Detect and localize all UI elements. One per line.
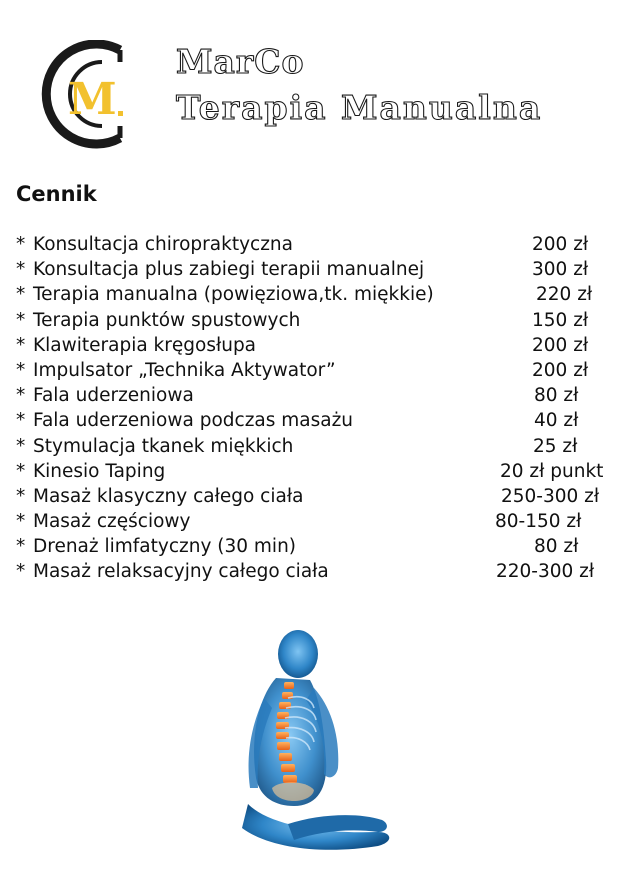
service-name: Fala uderzeniowa podczas masażu xyxy=(33,410,354,432)
price-item xyxy=(16,308,616,333)
service-name: Klawiterapia kręgosłupa xyxy=(33,334,257,356)
bullet-star: * xyxy=(16,234,26,255)
brand-name-line1: MarCo xyxy=(176,42,305,81)
price-item xyxy=(16,509,616,534)
bullet-star: * xyxy=(16,485,26,507)
brand-name xyxy=(176,40,542,132)
price-item xyxy=(16,484,616,509)
service-name: Terapia punktów spustowych xyxy=(33,309,301,331)
price-item xyxy=(16,434,616,459)
bullet-star: * xyxy=(16,259,26,281)
service-price: 25 zł xyxy=(533,435,578,457)
service-price: 80-150 zł xyxy=(495,511,582,533)
bullet-star: * xyxy=(16,385,26,407)
service-name: Konsultacja plus zabiegi terapii manualnej xyxy=(33,259,425,281)
service-name: Impulsator „Technika Aktywator” xyxy=(33,359,336,381)
price-item xyxy=(16,282,616,307)
bullet-star: * xyxy=(16,511,26,533)
service-price: 40 zł xyxy=(534,410,579,432)
price-item xyxy=(16,358,616,383)
price-item xyxy=(16,534,616,559)
bullet-star: * xyxy=(16,284,26,306)
service-name: Drenaż limfatyczny (30 min) xyxy=(33,536,297,558)
brand-name-line2: Terapia Manualna xyxy=(176,88,543,127)
bullet-star: * xyxy=(16,334,26,356)
bullet-star: * xyxy=(16,309,26,331)
bullet-star: * xyxy=(16,561,26,583)
brand-logo-icon xyxy=(32,40,142,150)
price-item xyxy=(16,333,616,358)
service-name: Masaż relaksacyjny całego ciała xyxy=(33,561,329,583)
service-price: 150 zł xyxy=(532,309,589,331)
service-price: 200 zł xyxy=(532,359,589,381)
skeleton-spine-icon xyxy=(228,628,398,864)
service-name: Stymulacja tkanek miękkich xyxy=(33,435,294,457)
service-price: 20 zł punkt xyxy=(500,460,604,482)
price-item xyxy=(16,383,616,408)
service-price: 200 zł xyxy=(532,334,589,356)
bullet-star: * xyxy=(16,359,26,381)
service-price: 220-300 zł xyxy=(496,561,595,583)
bullet-star: * xyxy=(16,435,26,457)
service-name: Terapia manualna (powięziowa,tk. miękkie) xyxy=(33,284,434,306)
service-name: Kinesio Taping xyxy=(33,460,166,482)
service-price: 200 zł xyxy=(532,234,589,255)
service-price: 250-300 zł xyxy=(501,485,600,507)
price-item xyxy=(16,559,616,584)
price-item xyxy=(16,232,616,257)
service-name: Konsultacja chiropraktyczna xyxy=(33,234,293,255)
price-list xyxy=(16,232,616,585)
service-name: Fala uderzeniowa xyxy=(33,385,194,407)
bullet-star: * xyxy=(16,410,26,432)
price-item xyxy=(16,257,616,282)
section-title: Cennik xyxy=(16,182,97,206)
service-price: 80 zł xyxy=(534,536,579,558)
svg-text:M: M xyxy=(68,74,117,125)
service-name: Masaż częściowy xyxy=(33,511,191,533)
price-item xyxy=(16,459,616,484)
service-name: Masaż klasyczny całego ciała xyxy=(33,485,304,507)
service-price: 220 zł xyxy=(536,284,593,306)
bullet-star: * xyxy=(16,460,26,482)
price-item xyxy=(16,408,616,433)
service-price: 80 zł xyxy=(534,385,579,407)
service-price: 300 zł xyxy=(532,259,589,281)
bullet-star: * xyxy=(16,536,26,558)
